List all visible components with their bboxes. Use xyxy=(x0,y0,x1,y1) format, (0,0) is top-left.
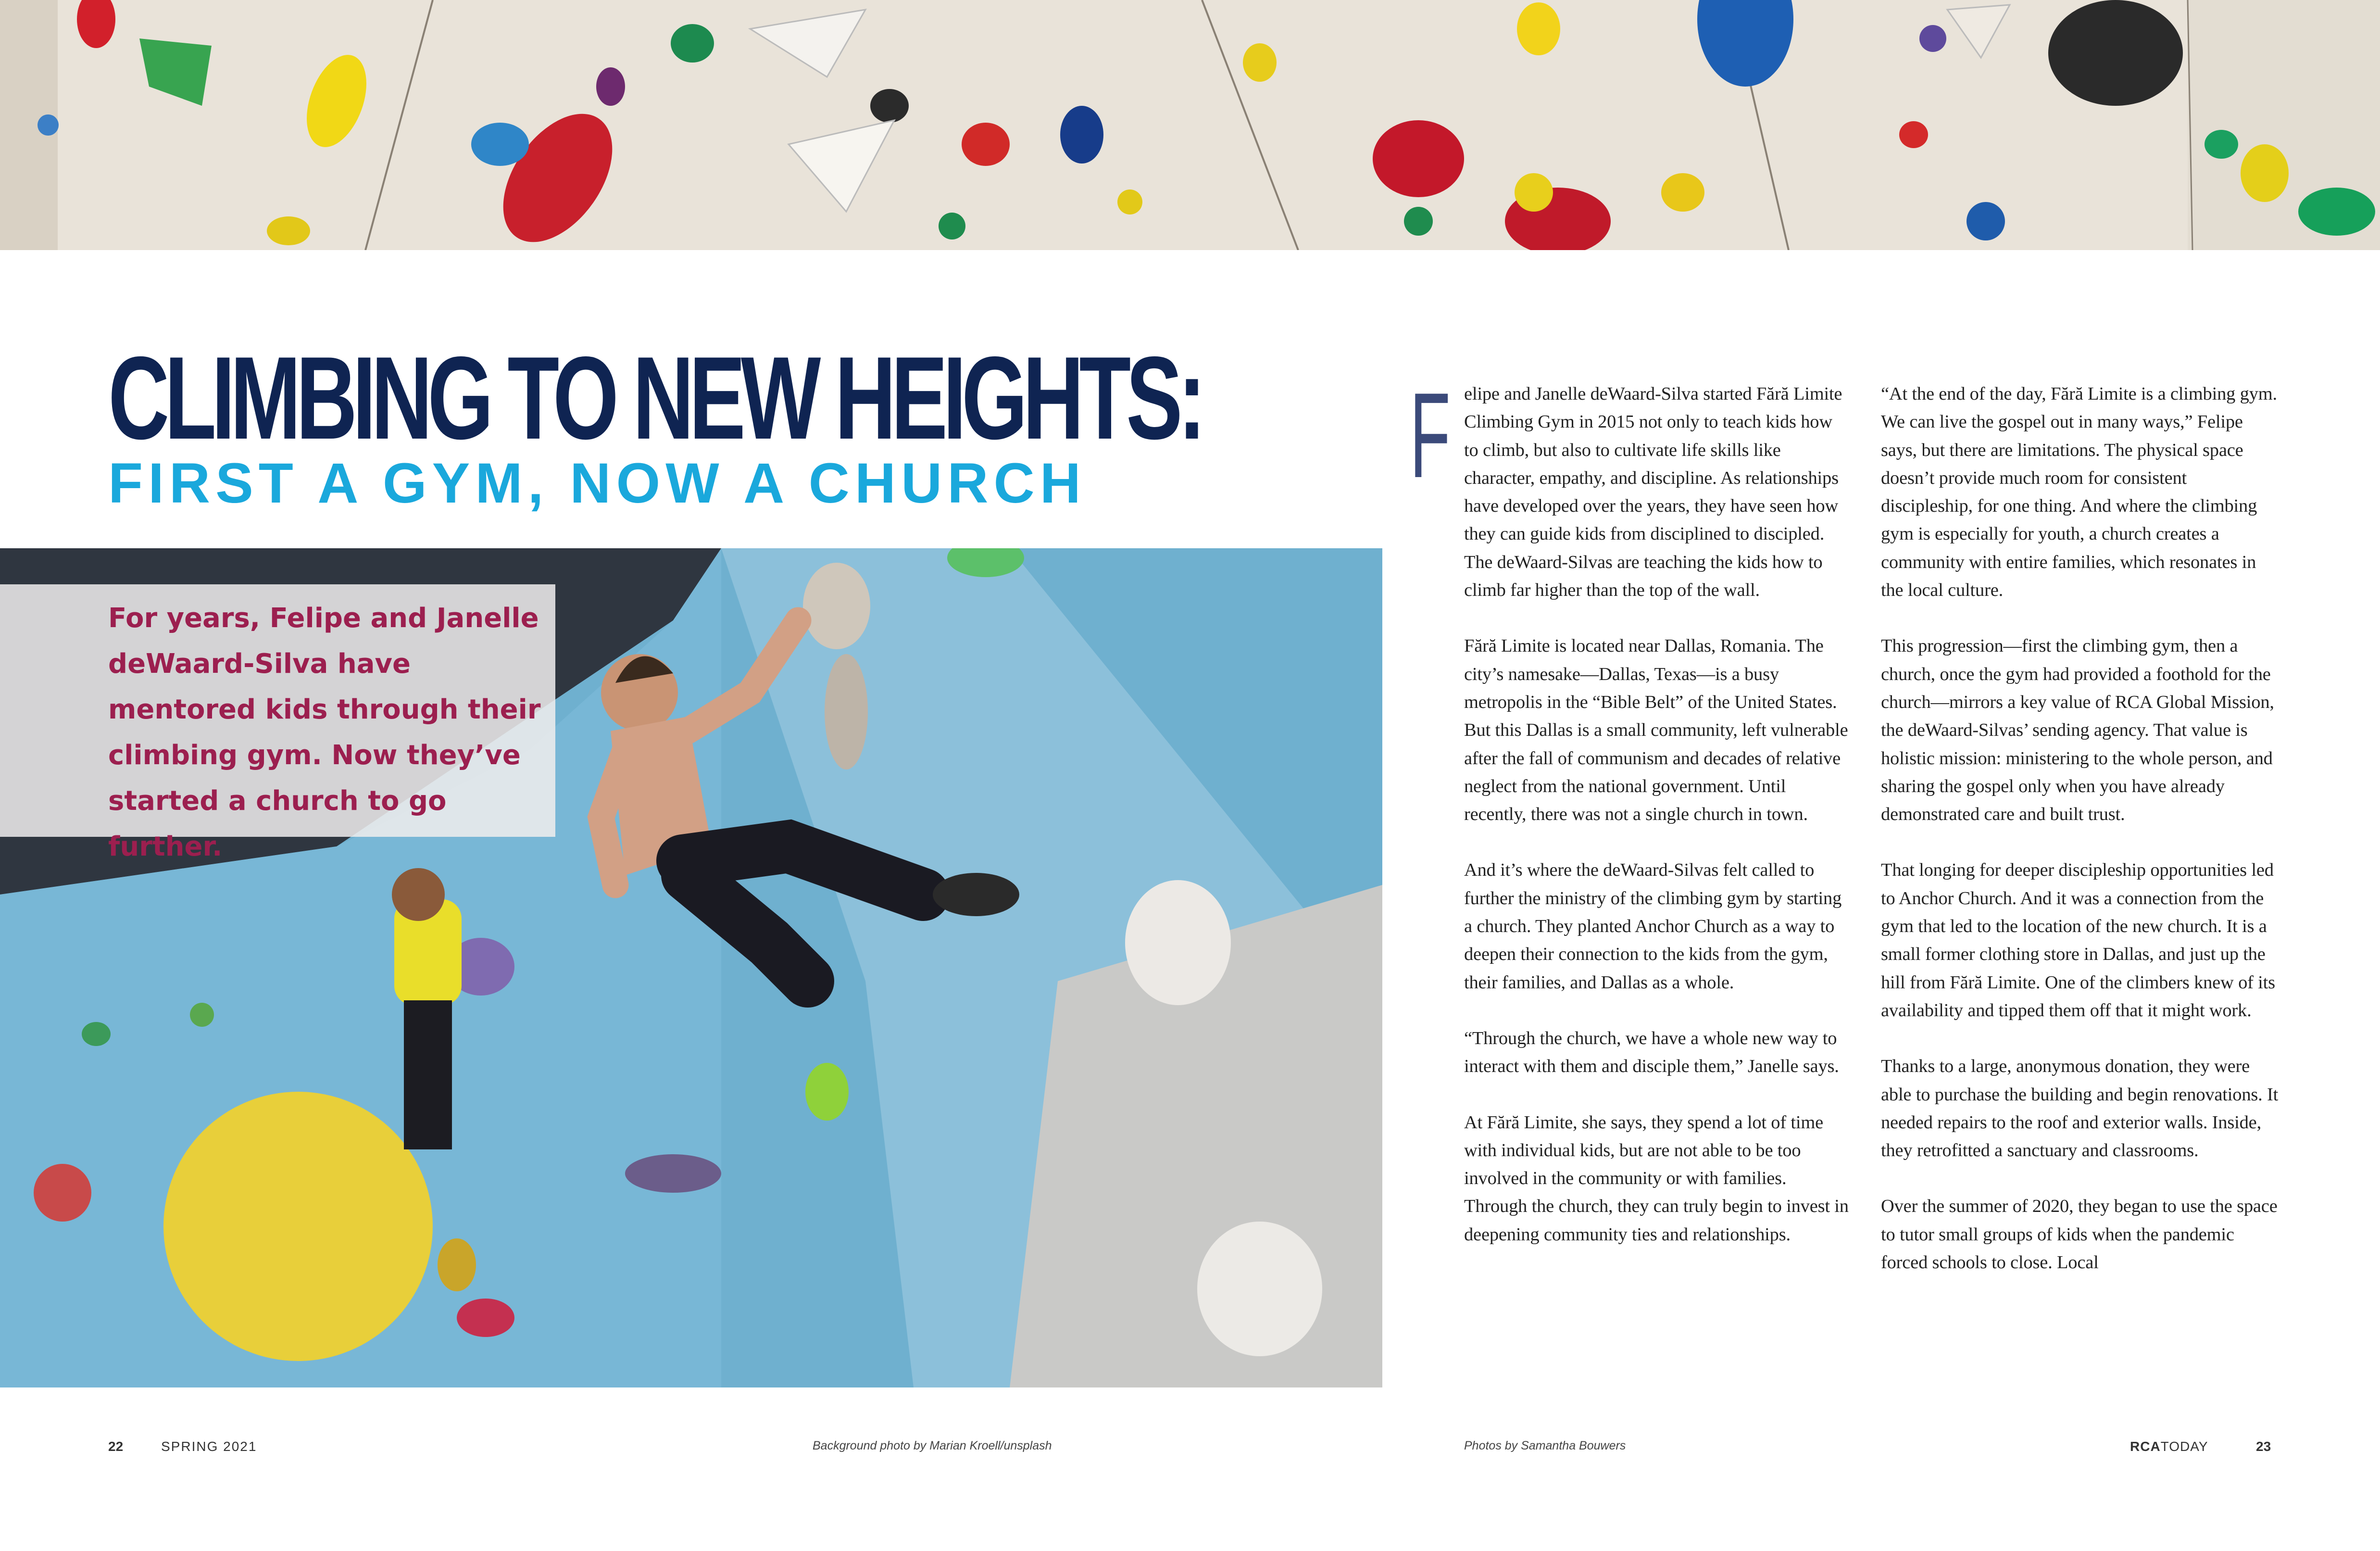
paragraph: And it’s where the deWaard-Silvas felt called to further the ministry of the climbing gym by starting a church. They planted Anchor Church as a way to deepen their connection to the kids from the gym, their families, and Dallas as a whole. xyxy=(1464,860,1842,993)
page-number-right: 23 xyxy=(2256,1439,2271,1454)
issue-date: SPRING 2021 xyxy=(161,1439,257,1454)
drop-cap: F xyxy=(1410,368,1451,503)
paragraph: At Fără Limite, she says, they spend a lot of time with individual kids, but are not able to be too involved in the community or with families. Through the church, they can truly begin to invest in deepening community ties and relationships. xyxy=(1464,1112,1849,1245)
pull-quote: For years, Felipe and Janelle deWaard-Silva have mentored kids through their climbing gym. Now they’ve started a church to go further. xyxy=(108,603,541,862)
paragraph: Thanks to a large, anonymous donation, they were able to purchase the building and begin renovations. It needed repairs to the roof and exterior walls. Inside, they retrofitted a sanctuary and classrooms. xyxy=(1881,1056,2279,1161)
paragraph: That longing for deeper discipleship opportunities led to Anchor Church. And it was a connection from the gym that led to the location of the new church. It is a small former clothing store in Dallas, and just up the hill from Fără Limite. One of the climbers knew of its availability and tipped them off that it might work. xyxy=(1881,860,2275,1021)
brand-rest: TODAY xyxy=(2160,1439,2208,1454)
photo-credit-background: Background photo by Marian Kroell/unsplash xyxy=(813,1439,1052,1452)
paragraph: elipe and Janelle deWaard-Silva started Fără Limite Climbing Gym in 2015 not only to teach kids how to climb, but also to cultivate life skills like character, empathy, and discipline. As relationships have developed over the years, they have seen how they can guide kids from disciplined to discipled. The deWaard-Silvas are teaching the kids how to climb far higher than the top of the wall. xyxy=(1464,384,1842,601)
headline: CLIMBING TO NEW HEIGHTS: xyxy=(108,332,1202,464)
magazine-brand xyxy=(2130,1439,2208,1454)
body-column-right xyxy=(1881,380,2280,1304)
banner-photo xyxy=(0,0,2380,250)
paragraph: Over the summer of 2020, they began to use the space to tutor small groups of kids when the pandemic forced schools to close. Local xyxy=(1881,1196,2278,1273)
photo-credit-photos: Photos by Samantha Bouwers xyxy=(1464,1439,1626,1452)
subheadline: FIRST A GYM, NOW A CHURCH xyxy=(108,452,1086,515)
page-number-left: 22 xyxy=(108,1439,124,1454)
climbing-wall-photo-icon xyxy=(0,0,2380,250)
paragraph: This progression—first the climbing gym, then a church, once the gym had provided a foothold for the church—mirrors a key value of RCA Global Mission, the deWaard-Silvas’ sending agency. That value is holistic mission: ministering to the whole person, and sharing the gospel only when you have already demonstrated care and built trust. xyxy=(1881,636,2274,825)
paragraph: Fără Limite is located near Dallas, Romania. The city’s namesake—Dallas, Texas—is a busy metropolis in the “Bible Belt” of the United States. But this Dallas is a small community, left vulnerable after the fall of communism and decades of relative neglect from the national government. Until recently, there was not a single church in town. xyxy=(1464,636,1848,825)
body-column-left xyxy=(1464,380,1849,1276)
paragraph: “At the end of the day, Fără Limite is a climbing gym. We can live the gospel out in many ways,” Felipe says, but there are limitations. The physical space doesn’t provide much room for consistent discipleship, for one thing. And where the climbing gym is especially for youth, a church creates a community with entire families, which resonates in the local culture. xyxy=(1881,384,2277,601)
paragraph: “Through the church, we have a whole new way to interact with them and disciple them,” Janelle says. xyxy=(1464,1028,1839,1077)
brand-bold: RCA xyxy=(2130,1439,2161,1454)
